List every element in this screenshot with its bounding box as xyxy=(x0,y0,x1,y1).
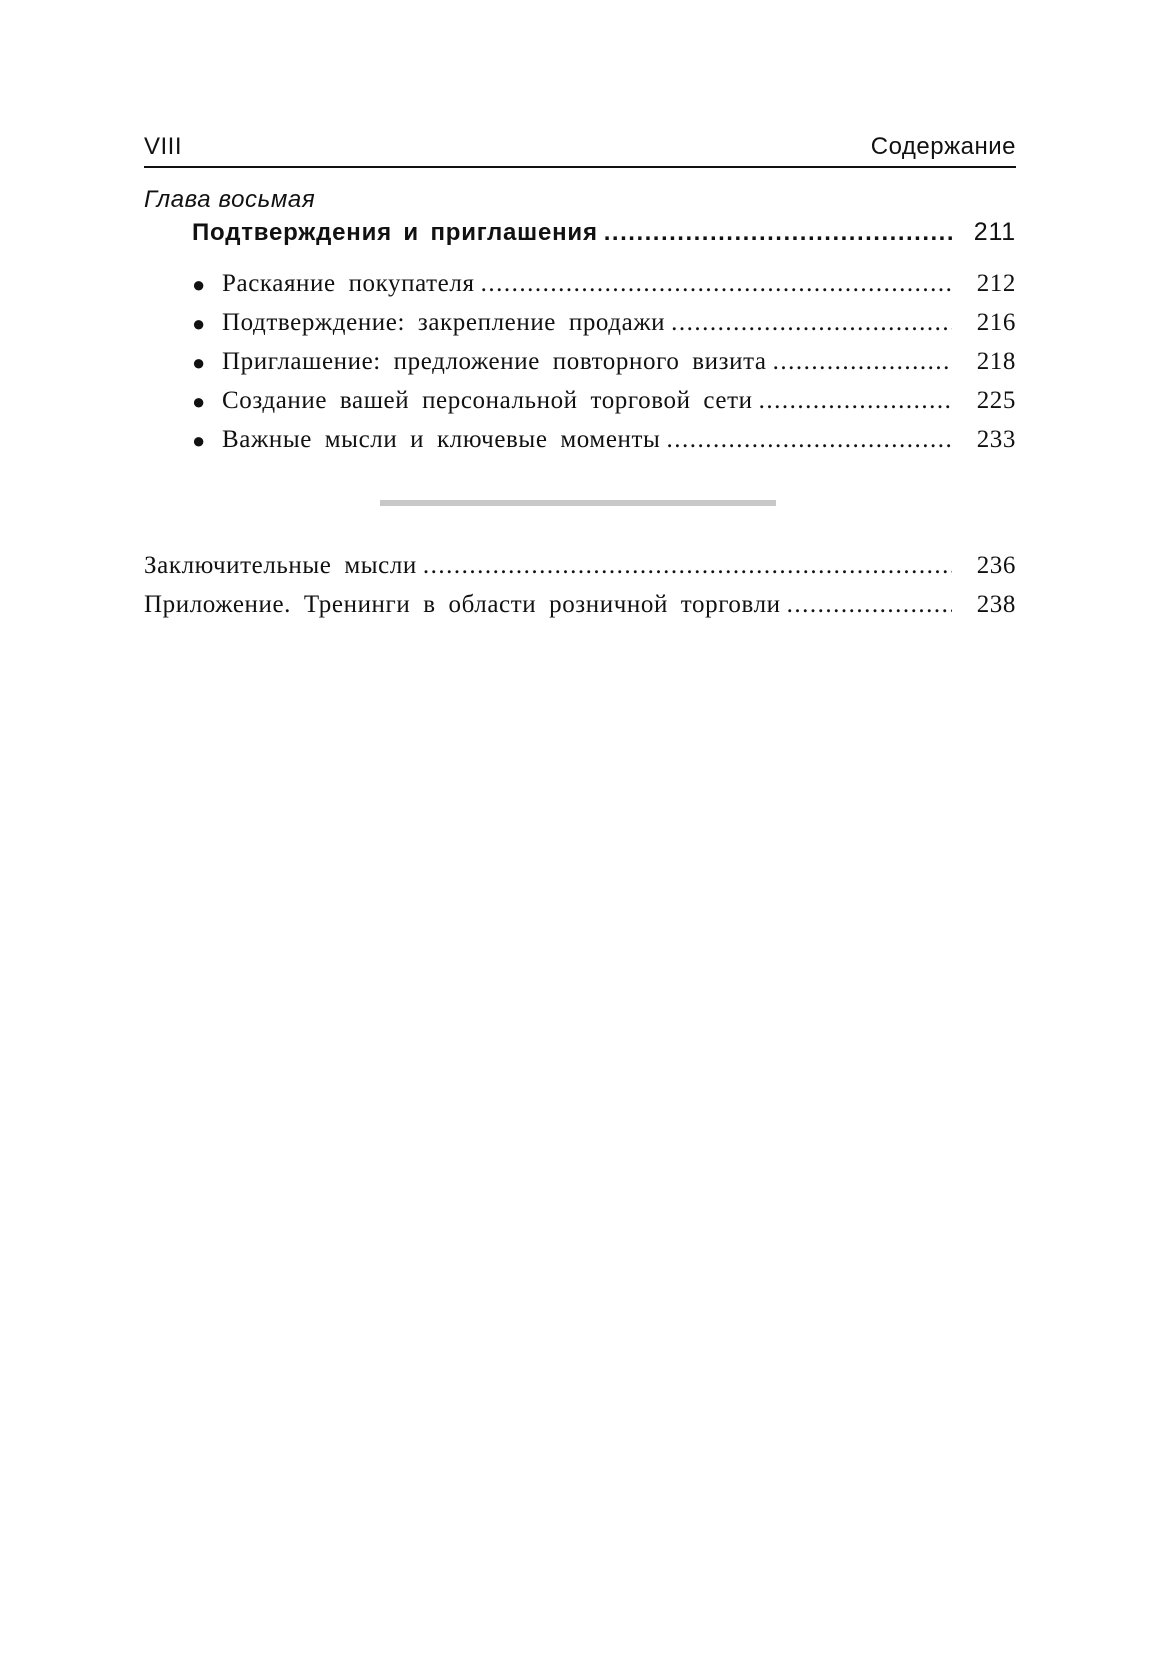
chapter-page-number: 211 xyxy=(973,218,1016,246)
dot-leader xyxy=(759,387,952,415)
chapter-title-entry[interactable] xyxy=(192,218,1016,247)
back-matter-page-number: 236 xyxy=(976,552,1016,579)
back-matter-title: Заключительные мысли xyxy=(144,552,417,579)
toc-section-entry[interactable] xyxy=(192,426,1016,465)
dot-leader xyxy=(671,309,952,337)
back-matter-page-number: 238 xyxy=(976,591,1016,618)
bullet-icon: ● xyxy=(192,311,206,336)
section-title: Раскаяние покупателя xyxy=(222,270,475,297)
separator-bar xyxy=(380,500,776,506)
dot-leader xyxy=(481,270,952,298)
chapter-title: Подтверждения и приглашения xyxy=(192,219,598,246)
chapter-label: Глава восьмая xyxy=(144,186,316,213)
bullet-icon: ● xyxy=(192,350,206,375)
running-header xyxy=(144,130,1016,166)
bullet-icon: ● xyxy=(192,428,206,453)
toc-section-entry[interactable] xyxy=(192,309,1016,348)
bullet-icon: ● xyxy=(192,389,206,414)
page-folio: VIII xyxy=(144,133,183,160)
section-page-number: 218 xyxy=(976,348,1016,375)
section-page-number: 225 xyxy=(976,387,1016,414)
back-matter-title: Приложение. Тренинги в области розничной торговли xyxy=(144,591,781,618)
toc-back-matter-entry[interactable] xyxy=(144,591,1016,630)
bullet-icon: ● xyxy=(192,272,206,297)
section-title: Важные мысли и ключевые моменты xyxy=(222,426,661,453)
dot-leader xyxy=(423,552,952,580)
running-section-title: Содержание xyxy=(870,133,1016,160)
section-page-number: 212 xyxy=(976,270,1016,297)
back-matter-list xyxy=(144,552,1016,630)
section-title: Приглашение: предложение повторного визита xyxy=(222,348,767,375)
dot-leader xyxy=(773,348,952,376)
section-page-number: 216 xyxy=(976,309,1016,336)
chapter-section-list xyxy=(192,270,1016,465)
header-rule xyxy=(144,166,1016,168)
dot-leader xyxy=(666,426,952,454)
dot-leader xyxy=(604,219,952,247)
toc-section-entry[interactable] xyxy=(192,270,1016,309)
toc-section-entry[interactable] xyxy=(192,348,1016,387)
dot-leader xyxy=(787,591,952,619)
section-page-number: 233 xyxy=(976,426,1016,453)
toc-section-entry[interactable] xyxy=(192,387,1016,426)
section-title: Подтверждение: закрепление продажи xyxy=(222,309,666,336)
section-title: Создание вашей персональной торговой сети xyxy=(222,387,753,414)
toc-back-matter-entry[interactable] xyxy=(144,552,1016,591)
